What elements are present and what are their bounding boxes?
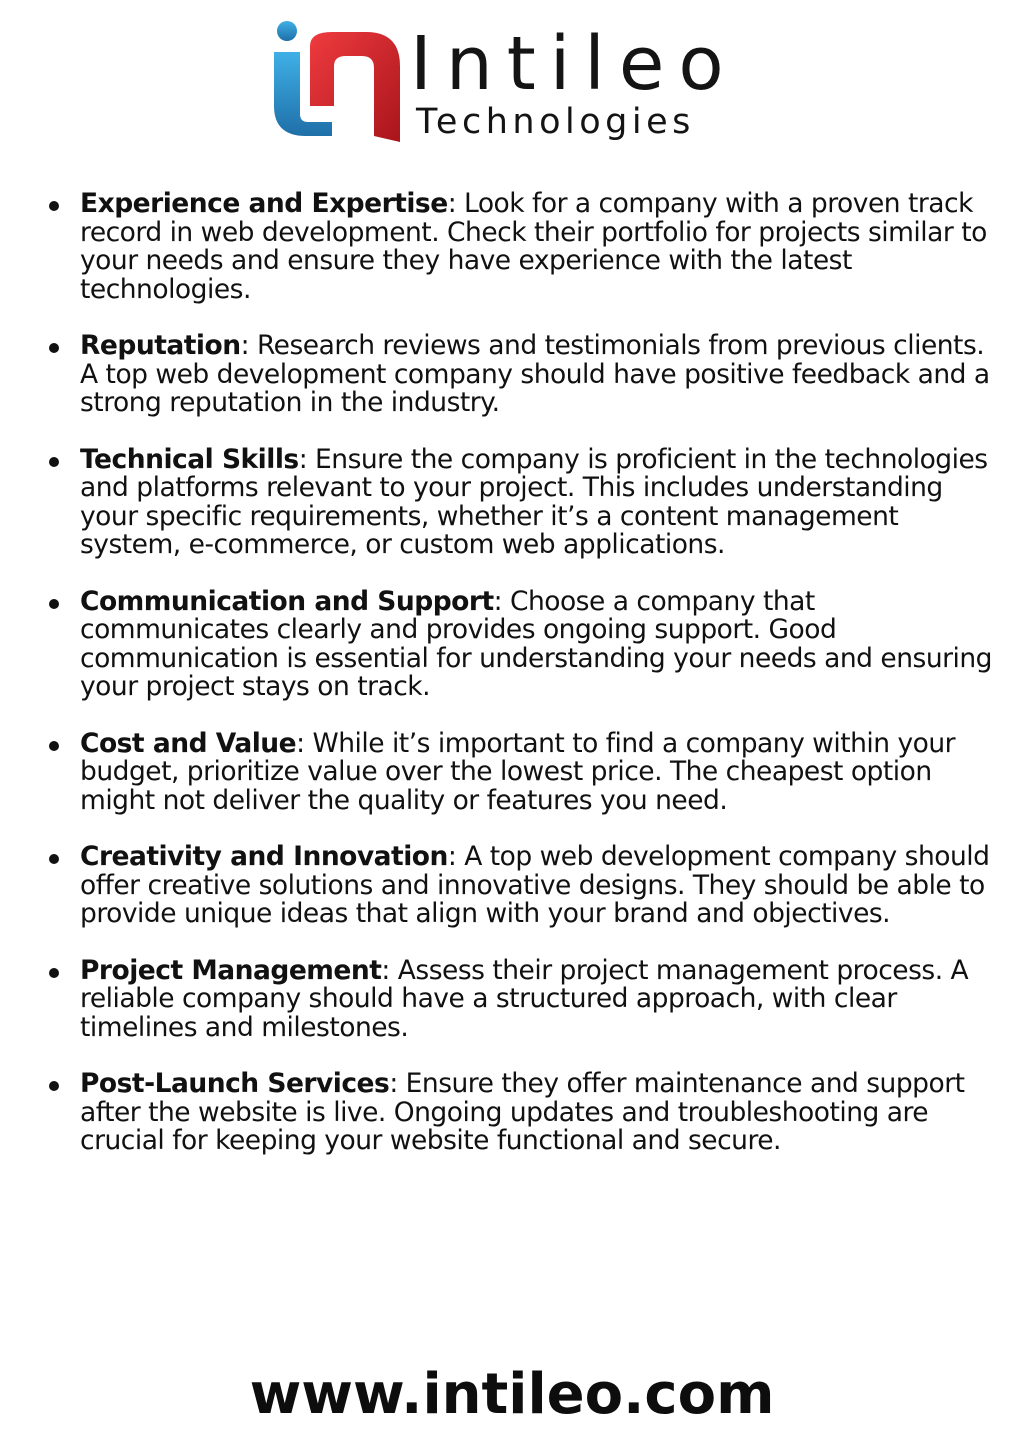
list-item [80, 727, 996, 816]
tip-title: Communication and Support [80, 585, 494, 617]
list-item [80, 1070, 996, 1156]
tip-title: Creativity and Innovation [80, 841, 448, 872]
brand-name: Intileo [410, 21, 738, 107]
tip-text: : Ensure the company is proficient in the technologies and platforms relevant to your project. This includes understanding your specific requirements, whether it’s a content management system, e-commerce, or custom web applications. [80, 443, 988, 560]
list-item [80, 843, 996, 929]
list-item [80, 443, 996, 560]
tip-title: Project Management [80, 954, 382, 986]
list-item [80, 190, 996, 304]
intileo-logo-icon [270, 18, 415, 143]
tip-title: Cost and Value [80, 727, 297, 759]
website-url: www.intileo.com [249, 1362, 775, 1427]
brand-tagline: Technologies [416, 102, 695, 142]
list-item [80, 332, 996, 418]
list-item [80, 585, 996, 702]
tip-title: Post-Launch Services [80, 1068, 390, 1099]
tip-title: Reputation [80, 330, 241, 361]
list-item [80, 954, 996, 1043]
tip-text: : Assess their project management process. A reliable company should have a structured approach, with clear timelines and milestones. [80, 954, 969, 1043]
tip-text: : Research reviews and testimonials from previous clients. A top web development company should have positive feedback and a strong reputation in the industry. [80, 330, 990, 418]
tips-list [80, 190, 996, 1184]
tip-title: Technical Skills [80, 443, 299, 475]
tip-text: : A top web development company should offer creative solutions and innovative designs. They should be able to provide unique ideas that align with your brand and objectives. [80, 841, 990, 929]
tip-title: Experience and Expertise [80, 188, 448, 219]
brand-logo [270, 18, 770, 143]
tip-text: : While it’s important to find a company within your budget, prioritize value over the lowest price. The cheapest option might not deliver the quality or features you need. [80, 727, 956, 816]
tip-text: : Look for a company with a proven track record in web development. Check their portfolio for projects similar to your needs and ensure they have experience with the latest technologies. [80, 188, 987, 305]
tip-text: : Ensure they offer maintenance and support after the website is live. Ongoing updates and troubleshooting are crucial for keeping your website functional and secure. [80, 1068, 965, 1156]
tip-text: : Choose a company that communicates clearly and provides ongoing support. Good communication is essential for understanding your needs and ensuring your project stays on track. [80, 585, 992, 702]
